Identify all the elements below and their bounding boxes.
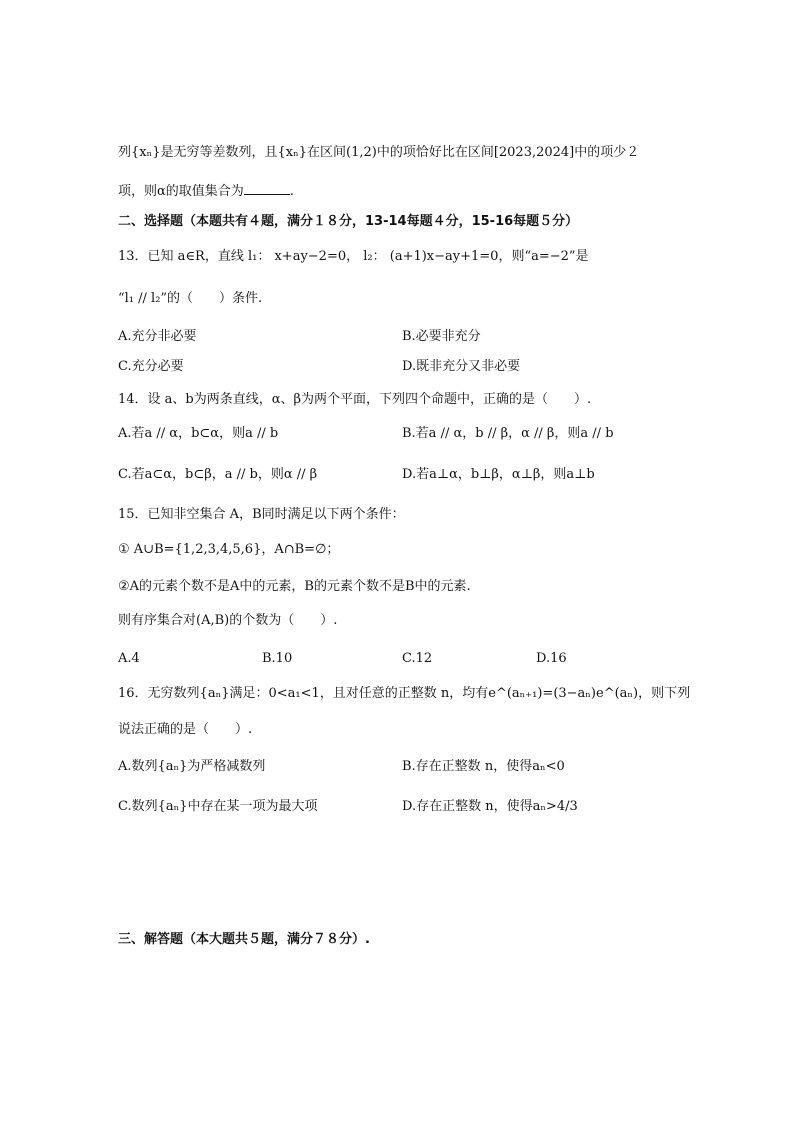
q16-option-a: A.数列{aₙ}为严格减数列 bbox=[118, 759, 266, 774]
q16-stem-2: 说法正确的是（ ）. bbox=[118, 722, 253, 737]
q15-option-d: D.16 bbox=[536, 651, 567, 666]
intro-line-1: 列{xₙ}是无穷等差数列，且{xₙ}在区间(1,2)中的项恰好比在区间[2023,2024]中的项少２ bbox=[118, 145, 640, 160]
q14-option-a: A.若a // α，b⊂α，则a // b bbox=[118, 426, 279, 441]
q13-option-a: A.充分非必要 bbox=[118, 329, 197, 344]
answer-blank bbox=[244, 182, 290, 195]
q16-stem-1: 16．无穷数列{aₙ}满足：0<a₁<1，且对任意的正整数 n，均有e^(aₙ₊₁)=(3−aₙ)e^(aₙ)，则下列 bbox=[118, 686, 691, 701]
q15-stem: 15．已知非空集合 A，B同时满足以下两个条件： bbox=[118, 507, 405, 522]
q15-condition-2: ②A的元素个数不是A中的元素，B的元素个数不是B中的元素. bbox=[118, 579, 471, 594]
intro-line-2-suffix: . bbox=[289, 184, 294, 199]
q14-stem: 14．设 a、b为两条直线，α、β为两个平面，下列四个命题中，正确的是（ ）. bbox=[118, 392, 592, 407]
intro-line-2 bbox=[118, 182, 294, 202]
q15-ask: 则有序集合对(A,B)的个数为（ ）. bbox=[118, 613, 338, 628]
q16-option-c: C.数列{aₙ}中存在某一项为最大项 bbox=[118, 799, 318, 814]
section-2-heading: 二、选择题（本题共有４题，满分１８分，13-14每题４分，15-16每题５分） bbox=[118, 214, 579, 229]
q15-option-a: A.4 bbox=[118, 651, 140, 666]
q13-option-b: B.必要非充分 bbox=[402, 329, 481, 344]
q14-option-c: C.若a⊂α，b⊂β，a // b，则α // β bbox=[118, 467, 318, 482]
q14-option-d: D.若a⊥α，b⊥β，α⊥β，则a⊥b bbox=[402, 467, 595, 482]
q13-option-d: D.既非充分又非必要 bbox=[402, 359, 521, 374]
q13-stem-2: “l₁ // l₂”的（ ）条件. bbox=[118, 291, 263, 306]
q13-stem-1: 13．已知 a∈R，直线 l₁： x+ay−2=0， l₂： (a+1)x−ay+1=0，则“a=−2”是 bbox=[118, 249, 589, 264]
q15-option-b: B.10 bbox=[262, 651, 293, 666]
q16-option-d: D.存在正整数 n，使得aₙ>4/3 bbox=[402, 799, 578, 814]
q13-option-c: C.充分必要 bbox=[118, 359, 184, 374]
q15-condition-1: ① A∪B={1,2,3,4,5,6}，A∩B=∅； bbox=[118, 542, 340, 557]
q16-option-b: B.存在正整数 n，使得aₙ<0 bbox=[402, 759, 565, 774]
q14-option-b: B.若a // α，b // β，α // β，则a // b bbox=[402, 426, 614, 441]
intro-line-2-prefix: 项，则α的取值集合为 bbox=[118, 184, 244, 199]
section-3-heading: 三、解答题（本大题共５题，满分７８分）. bbox=[118, 932, 370, 947]
q15-option-c: C.12 bbox=[402, 651, 433, 666]
